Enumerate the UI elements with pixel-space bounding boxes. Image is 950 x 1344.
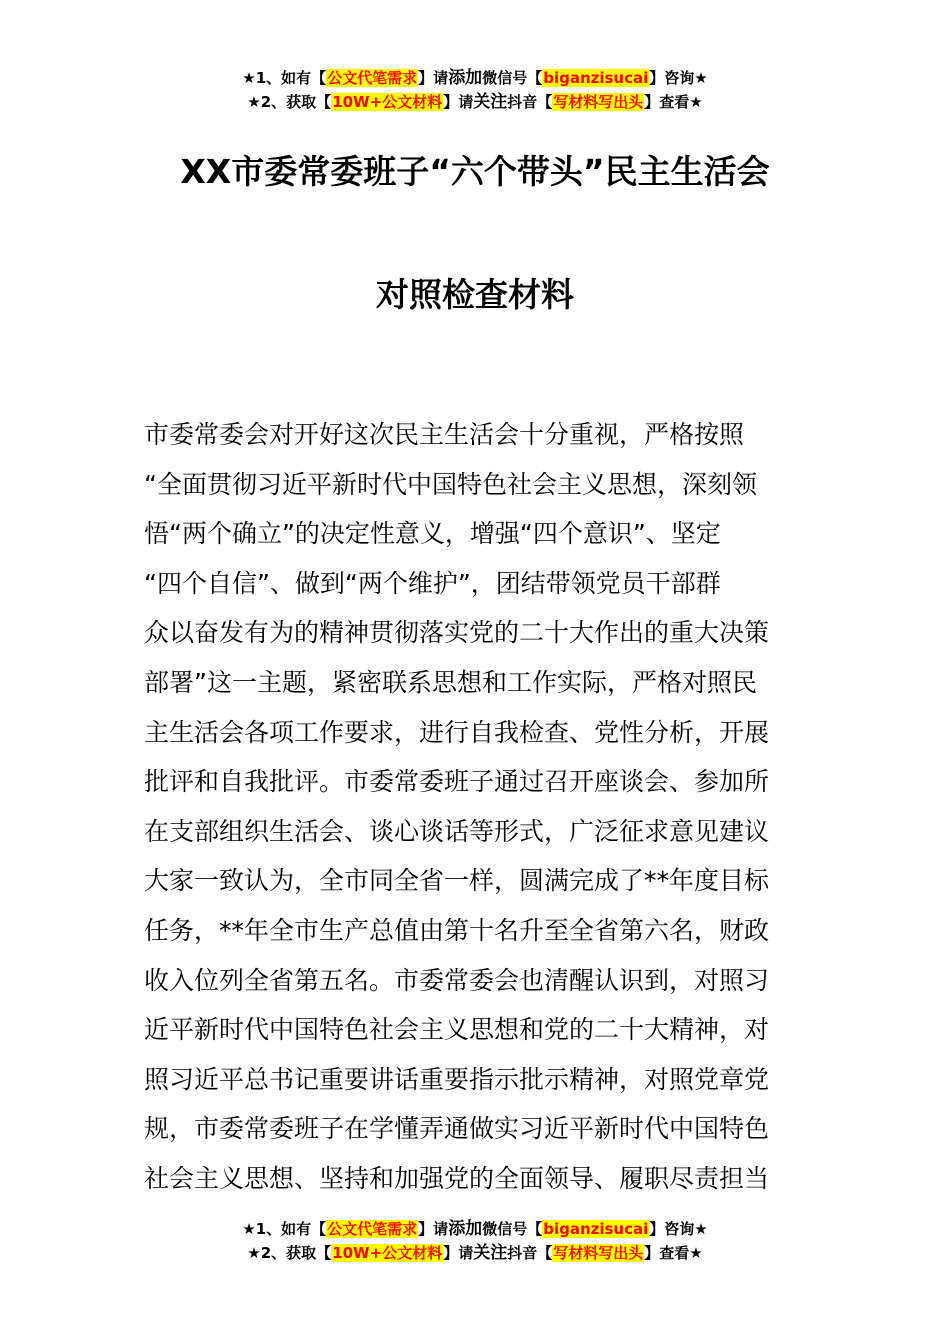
body-line: 社会主义思想、坚持和加强党的全面领导、履职尽责担当 [144, 1163, 770, 1193]
banner-line-2: ★2、获取【10W+公文材料】请关注抖音【写材料写出头】查看★ [247, 1243, 703, 1263]
body-line: 任务，**年全市生产总值由第十名升至全省第六名，财政 [144, 915, 770, 945]
document-body [144, 410, 808, 1204]
document-title-line-2: 对照检查材料 [376, 275, 574, 314]
body-line: 悟“两个确立”的决定性意义，增强“四个意识”、坚定 [144, 519, 721, 549]
highlight-douyin: 写材料写出头 [553, 93, 644, 111]
highlight-materials: 10W+公文材料 [332, 1244, 443, 1262]
body-line: 主生活会各项工作要求，进行自我检查、党性分析，开展 [144, 717, 770, 747]
body-line: “全面贯彻习近平新时代中国特色社会主义思想，深刻领 [144, 469, 757, 499]
highlight-wechat-id: biganzisucai [543, 69, 649, 87]
highlight-service: 公文代笔需求 [327, 1220, 418, 1238]
body-line: 近平新时代中国特色社会主义思想和党的二十大精神，对 [144, 1015, 770, 1045]
body-line: 大家一致认为，全市同全省一样，圆满完成了**年度目标 [144, 866, 770, 896]
banner-line-1: ★1、如有【公文代笔需求】请添加微信号【biganzisucai】咨询★ [242, 1219, 708, 1239]
body-line: 收入位列全省第五名。市委常委会也清醒认识到，对照习 [144, 965, 770, 995]
top-banner [0, 66, 950, 114]
body-line: 市委常委会对开好这次民主生活会十分重视，严格按照 [144, 420, 745, 449]
body-line: 众以奋发有为的精神贯彻落实党的二十大作出的重大决策 [144, 618, 770, 648]
highlight-materials: 10W+公文材料 [332, 93, 443, 111]
body-line: 照习近平总书记重要讲话重要指示批示精神，对照党章党 [144, 1064, 770, 1094]
body-line: 规，市委常委班子在学懂弄通做实习近平新时代中国特色 [144, 1114, 770, 1144]
body-line: 在支部组织生活会、谈心谈话等形式，广泛征求意见建议 [144, 816, 770, 846]
banner-line-1: ★1、如有【公文代笔需求】请添加微信号【biganzisucai】咨询★ [242, 68, 708, 88]
bottom-banner [0, 1217, 950, 1265]
highlight-service: 公文代笔需求 [327, 69, 418, 87]
highlight-douyin: 写材料写出头 [553, 1244, 644, 1262]
document-title-line-1: XX市委常委班子“六个带头”民主生活会 [180, 152, 770, 191]
banner-line-2: ★2、获取【10W+公文材料】请关注抖音【写材料写出头】查看★ [247, 92, 703, 112]
body-line: 部署”这一主题，紧密联系思想和工作实际，严格对照民 [144, 667, 757, 697]
body-line: 批评和自我批评。市委常委班子通过召开座谈会、参加所 [144, 767, 770, 797]
body-line: “四个自信”、做到“两个维护”，团结带领党员干部群 [144, 568, 721, 598]
highlight-wechat-id: biganzisucai [543, 1220, 649, 1238]
